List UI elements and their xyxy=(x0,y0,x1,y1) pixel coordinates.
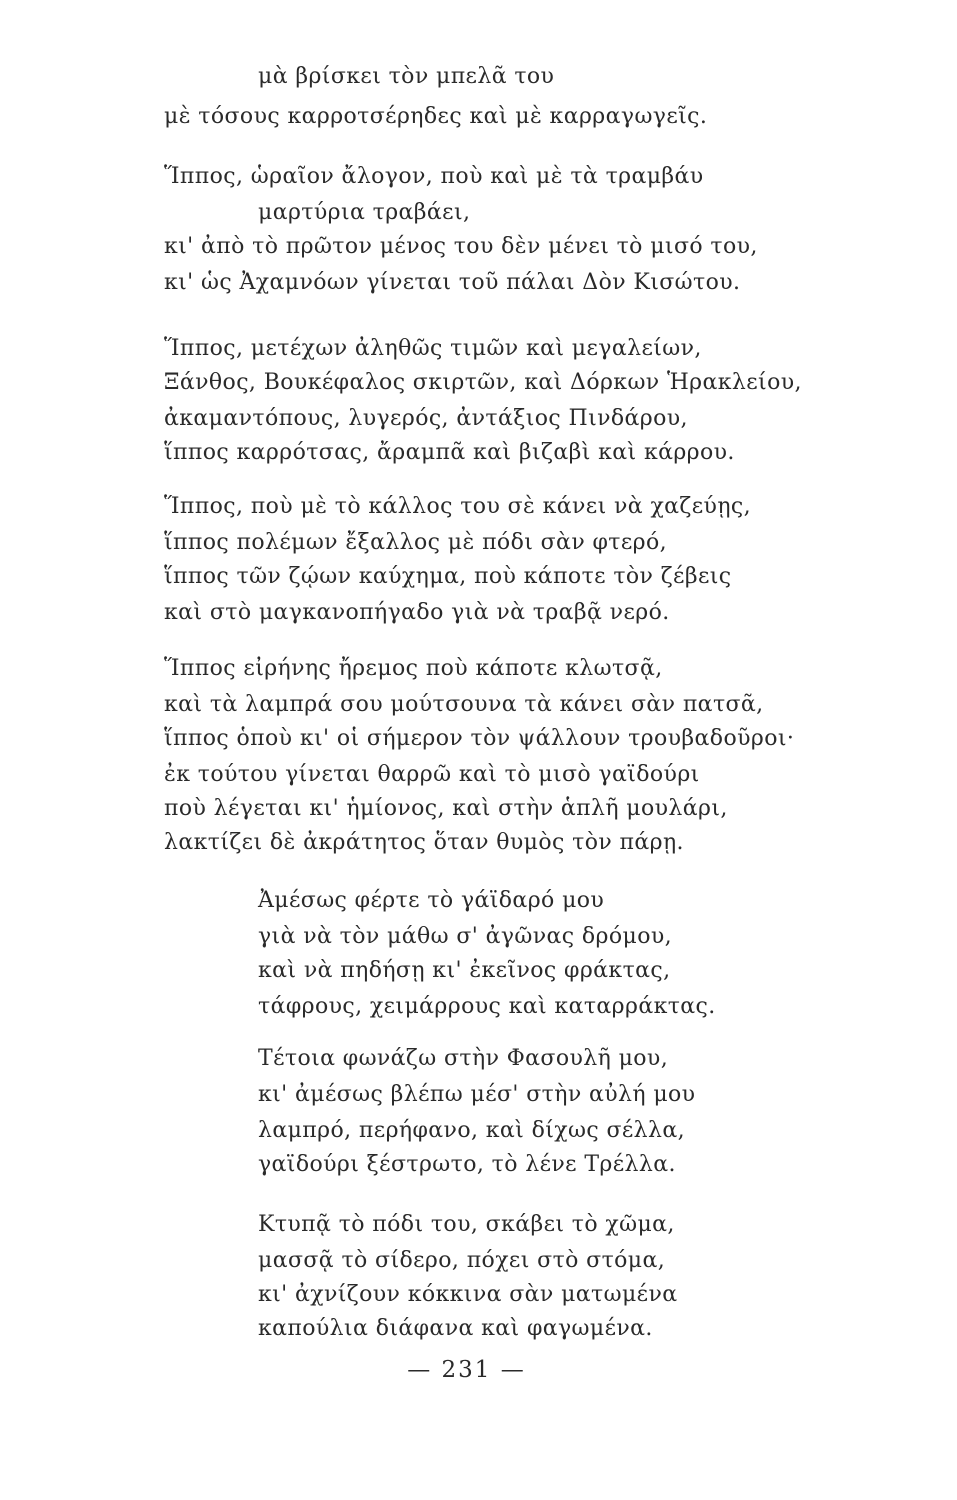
verse-line: τάφρους, χειμάρρους καὶ καταρράκτας. xyxy=(258,994,716,1019)
page-number-text: — 231 — xyxy=(407,1357,526,1383)
verse-line: ποὺ λέγεται κι' ἡμίονος, καὶ στὴν ἁπλῆ μουλάρι, xyxy=(164,796,728,821)
verse-line: ἵππος πολέμων ἔξαλλος μὲ πόδι σὰν φτερό, xyxy=(164,530,668,555)
verse-line: Ἵππος εἰρήνης ἤρεμος ποὺ κάποτε κλωτσᾷ, xyxy=(164,656,663,681)
verse-line: καὶ νὰ πηδήσῃ κι' ἐκεῖνος φράκτας, xyxy=(258,958,671,983)
page-number xyxy=(0,1357,957,1383)
verse-line: καπούλια διάφανα καὶ φαγωμένα. xyxy=(258,1316,653,1341)
verse-line: Κτυπᾷ τὸ πόδι του, σκάβει τὸ χῶμα, xyxy=(258,1212,675,1237)
verse-line: Ξάνθος, Βουκέφαλος σκιρτῶν, καὶ Δόρκων Ἡρακλείου, xyxy=(164,370,802,395)
verse-line: μαρτύρια τραβάει, xyxy=(258,200,471,225)
verse-line: κι' ὡς Ἀχαμνόων γίνεται τοῦ πάλαι Δὸν Κισώτου. xyxy=(164,270,741,295)
verse-line: ἵππος ὁποὺ κι' οἱ σήμερον τὸν ψάλλουν τρουβαδοῦροι· xyxy=(164,726,795,751)
verse-line: μὲ τόσους καρροτσέρηδες καὶ μὲ καρραγωγεῖς. xyxy=(164,104,708,129)
verse-line: Ἵππος, ποὺ μὲ τὸ κάλλος του σὲ κάνει νὰ χαζεύῃς, xyxy=(164,494,752,519)
verse-line: γιὰ νὰ τὸν μάθω σ' ἀγῶνας δρόμου, xyxy=(258,924,673,949)
verse-line: ἀκαμαντόπους, λυγερός, ἀντάξιος Πινδάρου, xyxy=(164,406,688,431)
verse-line: Ἀμέσως φέρτε τὸ γάϊδαρό μου xyxy=(258,888,605,913)
verse-line: ἵππος καρρότσας, ἄραμπᾶ καὶ βιζαβὶ καὶ κάρρου. xyxy=(164,440,735,465)
verse-line: μὰ βρίσκει τὸν μπελᾶ του xyxy=(258,64,555,89)
verse-line: κι' ἀπὸ τὸ πρῶτον μένος του δὲν μένει τὸ μισό του, xyxy=(164,234,758,259)
verse-line: καὶ τὰ λαμπρά σου μούτσουνα τὰ κάνει σὰν πατσᾶ, xyxy=(164,692,764,717)
verse-line: κι' ἀχνίζουν κόκκινα σὰν ματωμένα xyxy=(258,1282,678,1307)
verse-line: καὶ στὸ μαγκανοπήγαδο γιὰ νὰ τραβᾷ νερό. xyxy=(164,600,670,625)
verse-line: Ἵππος, μετέχων ἀληθῶς τιμῶν καὶ μεγαλείων, xyxy=(164,336,702,361)
verse-line: Τέτοια φωνάζω στὴν Φασουλῆ μου, xyxy=(258,1046,669,1071)
verse-line: μασσᾷ τὸ σίδερο, πόχει στὸ στόμα, xyxy=(258,1248,666,1273)
verse-line: Ἵππος, ὡραῖον ἄλογον, ποὺ καὶ μὲ τὰ τραμβάυ xyxy=(164,164,704,189)
verse-line: ἐκ τούτου γίνεται θαρρῶ καὶ τὸ μισὸ γαϊδούρι xyxy=(164,762,700,787)
verse-line: κι' ἀμέσως βλέπω μέσ' στὴν αὐλή μου xyxy=(258,1082,696,1107)
verse-line: ἵππος τῶν ζῴων καύχημα, ποὺ κάποτε τὸν ζέβεις xyxy=(164,564,732,589)
verse-line: γαϊδούρι ξέστρωτο, τὸ λένε Τρέλλα. xyxy=(258,1152,676,1177)
verse-line: λαμπρό, περήφανο, καὶ δίχως σέλλα, xyxy=(258,1118,685,1143)
verse-line: λακτίζει δὲ ἀκράτητος ὅταν θυμὸς τὸν πάρῃ. xyxy=(164,830,684,855)
